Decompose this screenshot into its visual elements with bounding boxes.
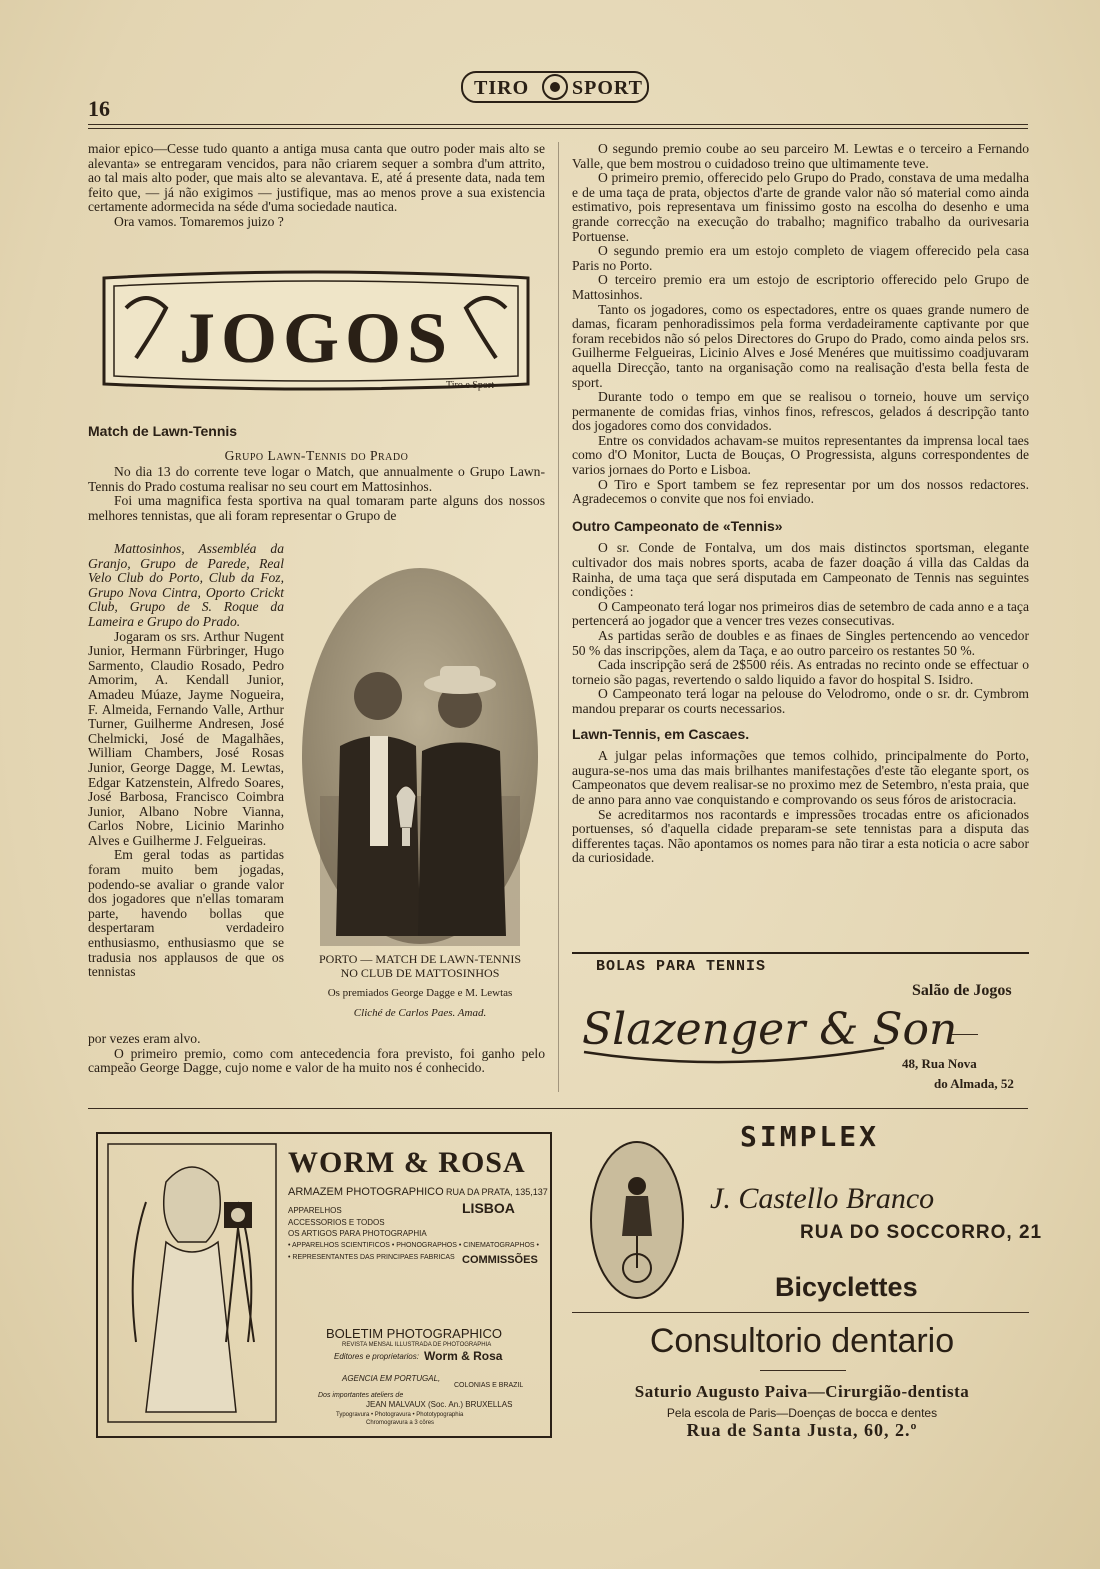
wrap-games: Em geral todas as partidas foram muito bem jogadas, podendo-se avaliar o grande valor dos jogadores que n'ellas tomaram parte, havendo bollas que despertaram verdadeiro enthusiasmo, enthusiasmo que se tradusia nos applausos de que os tennistas	[88, 847, 284, 980]
right-paragraph-7: Entre os convidados achavam-se muitos representantes da imprensa local taes como d'O Monitor, Lucta de Bouças, O Progressista, alguns correspondentes de varios jornaes do Porto e Lisboa.	[572, 432, 1029, 478]
dentist-ad-top-rule	[572, 1312, 1029, 1313]
svg-text:TIRO: TIRO	[474, 77, 530, 99]
header-rule	[88, 124, 1028, 125]
worm-city: LISBOA	[462, 1200, 515, 1216]
right-paragraph-1: O segundo premio coube ao seu parceiro M. Lewtas e o terceiro a Fernando Valle, que bem mostrou o cuidadoso treino que ultimamente teve.	[572, 141, 1029, 171]
campeonato-paragraph-3: As partidas serão de doubles e as finaes de Singles pertencendo ao vencedor 50 % das inscripções, alem da Taça, e ao outro parceiro os restantes 50 %.	[572, 628, 1029, 658]
svg-text:Slazenger & Son: Slazenger & Son	[582, 1004, 958, 1055]
cyclist-illustration	[588, 1140, 686, 1300]
bicyclettes-label: Bicyclettes	[775, 1272, 918, 1302]
worm-line-5: • REPRESENTANTES DAS PRINCIPAES FABRICAS	[288, 1254, 455, 1261]
right-paragraph-4: O terceiro premio era um estojo de escriptorio offerecido pelo Grupo de Mattosinhos.	[572, 272, 1029, 302]
bolas-address-1: 48, Rua Nova	[902, 1056, 977, 1071]
match-paragraph-1: No dia 13 do corrente teve logar o Match, que annualmente o Grupo Lawn-Tennis do Prado costuma realisar no seu court em Mattosinhos.	[88, 464, 545, 494]
worm-title: WORM & ROSA	[288, 1146, 526, 1179]
campeonato-paragraph-5: O Campeonato terá logar na pelouse do Velodromo, onde o sr. dr. Cymbrom mandou preparar os courts necessarios.	[572, 686, 1029, 716]
dentist-name: Saturio Augusto Paiva—Cirurgião-dentista	[634, 1382, 970, 1401]
after-wrap: por vezes eram alvo.	[88, 1031, 201, 1046]
campeonato-paragraph-1: O sr. Conde de Fontalva, um dos mais distinctos sportsman, elegante cultivador dos mais nobres sports, acaba de fazer doação á villa das Caldas da Rainha, de uma taça que será disputada em Campeonato de Tennis nas seguintes condições :	[572, 540, 1029, 600]
worm-rosa-ad	[96, 1132, 552, 1438]
bolas-address-2: do Almada, 52	[934, 1076, 1014, 1091]
photo-caption-3: Os premiados George Dagge e M. Lewtas	[327, 987, 513, 999]
cascaes-title: Lawn-Tennis, em Cascaes.	[572, 725, 750, 742]
banner-signature: Tiro e Sport	[446, 380, 494, 391]
castello-branco-name: J. Castello Branco	[710, 1182, 935, 1215]
column-divider	[558, 142, 559, 1092]
worm-typogravura: Typogravura • Photogravura • Phototypographia	[336, 1412, 464, 1418]
right-paragraph-5: Tanto os jogadores, como os espectadores, entre os quaes grande numero de damas, ficaram penhoradissimos pela forma verdadeiramente captivante por que foram recebidos não só pelos Directores do Grupo do Prado, como ainda pelos srs. Guilherme Felgueiras, Licinio Alves e José Menéres que muitissimo coadjuvaram aquella Direcção, tanto na organisação como na realisação d'esta bella festa de sport.	[572, 301, 1029, 390]
svg-text:SPORT: SPORT	[572, 77, 643, 99]
campeonato-title: Outro Campeonato de «Tennis»	[572, 517, 783, 534]
left-column-intro	[88, 142, 545, 230]
cascaes-paragraph-2: Se acreditarmos nos racontards e impressões trocadas entre os aficionados portuenses, só d'aquella cidade preparam-se sete tennistas para a disputa das differentes taças. Não apontamos os nomes para não tirar a esta noticia o acre sabor da curiosidade.	[572, 806, 1029, 866]
campeonato-paragraph-2: O Campeonato terá logar nos primeiros dias de setembro de cada anno e a taça pertencerá ao jogador que a vencer tres vezes consecutivas.	[572, 598, 1029, 629]
dentist-school: Pela escola de Paris—Doenças de bocca e dentes	[666, 1406, 938, 1420]
simplex-title: SIMPLEX	[740, 1120, 880, 1153]
worm-subtitle: ARMAZEM PHOTOGRAPHICO	[288, 1186, 444, 1198]
match-paragraph-2: Foi uma magnifica festa sportiva na qual tomaram parte alguns dos nossos melhores tennistas, que ali foram representar o Grupo de	[88, 493, 545, 523]
match-title: Match de Lawn-Tennis	[88, 423, 238, 439]
wrapped-text	[88, 542, 284, 980]
worm-boletim: BOLETIM PHOTOGRAPHICO	[326, 1326, 503, 1341]
grupo-subtitle: Grupo Lawn-Tennis do Prado	[224, 447, 409, 463]
match-article-tail	[88, 1032, 545, 1076]
worm-agencia: AGENCIA EM PORTUGAL,	[342, 1374, 441, 1383]
header-rule-second	[88, 128, 1028, 129]
dentist-ornament	[760, 1370, 846, 1371]
banner-title: JOGOS	[178, 298, 454, 378]
right-column	[572, 142, 1029, 866]
worm-street: RUA DA PRATA, 135,137	[446, 1187, 548, 1197]
simplex-address: RUA DO SOCCORRO, 21	[800, 1222, 1043, 1243]
jogos-banner	[96, 268, 536, 396]
consultorio-title: Consultorio dentario	[649, 1322, 955, 1360]
tennis-players-photo	[300, 566, 540, 946]
worm-ateliers: Dos importantes ateliers de	[318, 1392, 404, 1399]
worm-jean: JEAN MALVAUX (Soc. An.) BRUXELLAS	[366, 1400, 513, 1409]
photo-credit: Cliché de Carlos Paes. Amad.	[353, 1007, 487, 1019]
photo-caption-1: PORTO — MATCH DE LAWN-TENNIS	[318, 952, 522, 966]
art-nouveau-woman-illustration	[106, 1142, 278, 1424]
right-paragraph-8: O Tiro e Sport tambem se fez representar por um dos nossos redactores. Agradecemos o convite que nos foi enviado.	[572, 476, 1029, 507]
page-number: 16	[88, 96, 110, 121]
worm-line-4: • APPARELHOS SCIENTIFICOS • PHONOGRAPHOS • CINEMATOGRAPHOS •	[288, 1242, 539, 1249]
worm-editores-name: Worm & Rosa	[424, 1349, 503, 1363]
worm-editores: Editores e proprietarios:	[334, 1352, 419, 1361]
intro-paragraph: maior epico—Cesse tudo quanto a antiga musa canta que outro poder mais alto se alevanta» se entregaram vencidos, para não criarem sequer a sombra d'um attrito, ao tal mais alto poder, que mais alto se alevantava. E, até á presente data, nada tem feito que, — já não exigimos — justifique, mas ao menos prove a sua existencia certamente adormecida na séde d'uma sociedade nautica.	[88, 141, 545, 215]
wrap-players: Jogaram os srs. Arthur Nugent Junior, Hermann Fürbringer, Hugo Sarmento, Claudio Rosado, Pedro Amorim, A. Kendall Junior, Amadeu Múaze, Jayme Nogueira, F. Almeida, Fernando Valle, Arthur Turner, Guilherme Andresen, José Chelmicki, José de Magalhães, William Chambers, José Rosas Junior, George Dagge, M. Lewtas, Edgar Katzenstein, Alfredo Soares, José Barbosa, Francisco Coimbra Junior, Albano Nobre Vianna, Carlos Nobre, Licinio Marinho Alves e Guilherme J. Felgueiras.	[88, 628, 284, 848]
worm-line-3: OS ARTIGOS PARA PHOTOGRAPHIA	[288, 1229, 427, 1238]
dentist-address: Rua de Santa Justa, 60, 2.º	[686, 1420, 918, 1440]
worm-revista: REVISTA MENSAL ILLUSTRADA DE PHOTOGRAPHIA	[342, 1342, 492, 1348]
photo-caption-2: NO CLUB DE MATTOSINHOS	[340, 966, 500, 980]
salao-de-jogos: Salão de Jogos	[912, 982, 1012, 999]
bolas-ad-dash	[952, 1034, 978, 1035]
worm-colonias: COLONIAS E BRAZIL	[454, 1382, 524, 1389]
right-paragraph-2: O primeiro premio, offerecido pelo Grupo do Prado, constava de uma medalha e de uma taça de prata, objectos d'arte de grande valor não só material como ainda estimativo, pois representava um finissimo gosto na escolha do desenho e uma grande correcção na execução do trabalho; magnifico trabalho da ourivesaria Portuense.	[572, 170, 1029, 244]
right-paragraph-3: O segundo premio era um estojo completo de viagem offerecido pela casa Paris no Porto.	[572, 243, 1029, 273]
cascaes-paragraph-1: A julgar pelas informações que temos colhido, principalmente do Porto, augura-se-nos uma das mais brilhantes manifestações d'este tão elegante sport, os Campeonatos que devem realisar-se no proximo mez de Setembro, n'esta praia, que de anno para anno vae conquistando e comprovando os seus fóros de aristocracia.	[572, 748, 1029, 807]
campeonato-paragraph-4: Cada inscripção será de 2$500 réis. As entradas no recinto onde se effectuar o torneio são pagas, revertendo o saldo liquido a favor do hospital S. Isidro.	[572, 657, 1029, 687]
ads-separator	[88, 1108, 1028, 1109]
match-paragraph-last: O primeiro premio, como com antecedencia fora previsto, foi ganho pelo campeão George Dagge, cujo nome e valor de ha muito nos é conhecido.	[88, 1045, 545, 1076]
bolas-ad-top-rule	[572, 952, 1029, 954]
worm-line-2: ACCESSORIOS E TODOS	[288, 1218, 385, 1227]
right-paragraph-6: Durante todo o tempo em que se realisou o torneio, houve um serviço permanente de comidas frias, vinhos finos, refrescos, gelados á descripção tanto dos jogadores como dos convidados.	[572, 389, 1029, 434]
intro-question: Ora vamos. Tomaremos juizo ?	[114, 213, 284, 229]
masthead-logo	[460, 62, 650, 110]
worm-commissions: COMMISSÕES	[462, 1254, 538, 1266]
worm-chromogravura: Chromogravura a 3 côres	[366, 1420, 435, 1426]
worm-line-1: APPARELHOS	[288, 1206, 342, 1215]
match-article-head	[88, 424, 545, 524]
wrap-clubs: Mattosinhos, Assembléa da Granjo, Grupo de Parede, Real Velo Club do Porto, Club da Foz, Grupo Nova Cintra, Oporto Crickt Club, Grupo de S. Roque da Lameira e Grupo do Prado.	[88, 541, 284, 629]
bolas-ad-title: BOLAS PARA TENNIS	[596, 958, 767, 975]
